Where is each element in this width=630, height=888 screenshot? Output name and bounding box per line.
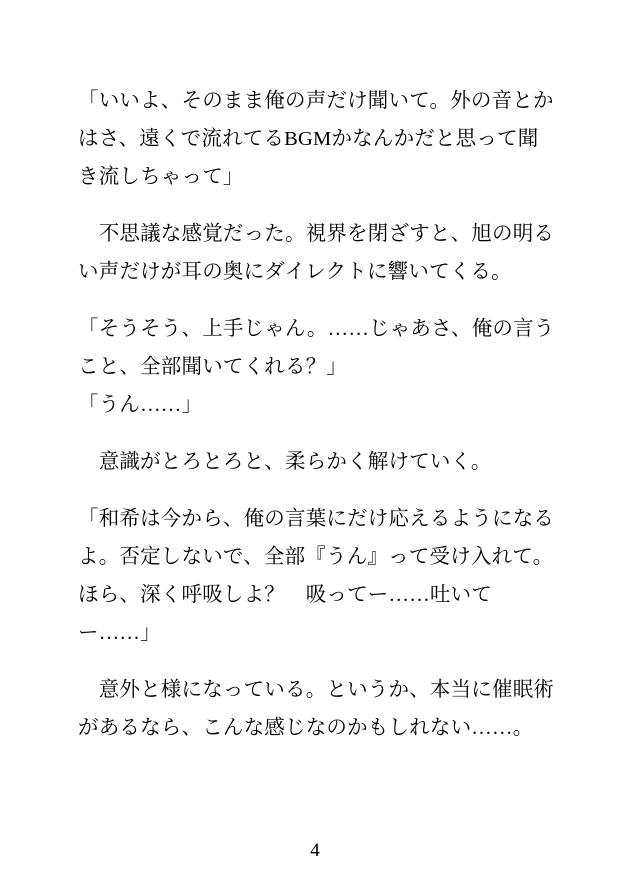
page-text-body — [78, 82, 558, 747]
paragraph: 意外と様になっている。というか、本当に催眠術があるなら、こんな感じなのかもしれない……。 — [78, 679, 555, 739]
paragraph: 「和希は今から、俺の言葉にだけ応えるようになるよ。否定しないで、全部『うん』って受け入れて。ほら、深く呼吸しよ？ 吸ってー……吐いてー……」 — [78, 508, 555, 644]
paragraph: 「そうそう、上手じゃん。……じゃあさ、俺の言うこと、全部聞いてくれる？」 — [78, 318, 555, 378]
paragraph: 「うん……」 — [78, 394, 203, 416]
paragraph: 意識がとろとろと、柔らかく解けていく。 — [78, 451, 492, 473]
page-number: 4 — [310, 840, 320, 861]
paragraph: 「いいよ、そのまま俺の声だけ聞いて。外の音とかはさ、遠くで流れてるBGMかなんかだと思って聞き流しちゃって」 — [78, 90, 554, 188]
paragraph: 不思議な感覚だった。視界を閉ざすと、旭の明るい声だけが耳の奥にダイレクトに響いてくる。 — [78, 223, 555, 283]
